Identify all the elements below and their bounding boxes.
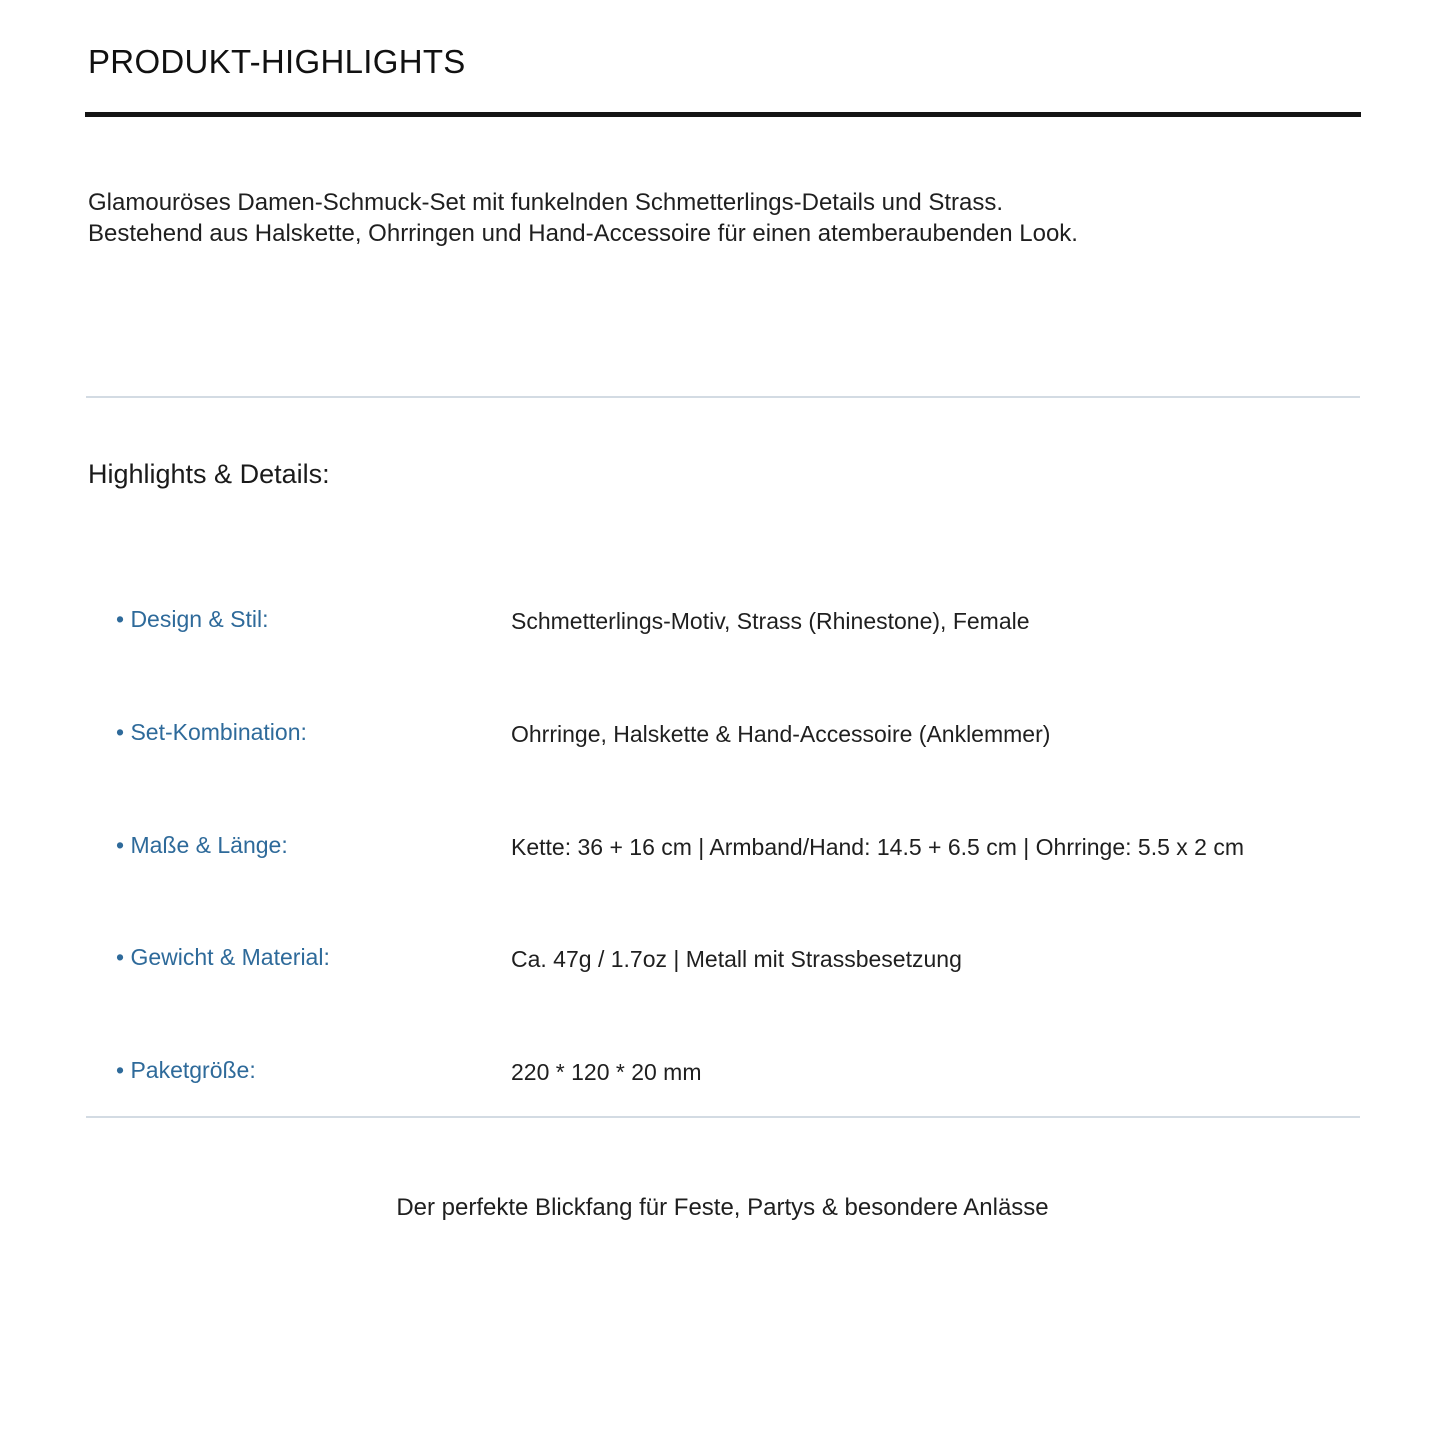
intro-line-1: Glamouröses Damen-Schmuck-Set mit funkelnden Schmetterlings-Details und Strass. bbox=[88, 189, 1004, 216]
intro-line-2: Bestehend aus Halskette, Ohrringen und Hand-Accessoire für einen atemberaubenden Look. bbox=[88, 220, 1078, 247]
detail-value-package: 220 * 120 * 20 mm bbox=[511, 1059, 702, 1085]
title-underline bbox=[85, 112, 1361, 117]
detail-row-set bbox=[0, 716, 1445, 756]
page-title: PRODUKT-HIGHLIGHTS bbox=[88, 43, 466, 80]
detail-label-set: • Set-Kombination: bbox=[116, 719, 307, 745]
detail-label-weight: • Gewicht & Material: bbox=[116, 944, 330, 970]
section-divider-bottom bbox=[86, 1116, 1360, 1118]
footer-tagline: Der perfekte Blickfang für Feste, Partys & besondere Anlässe bbox=[396, 1194, 1049, 1221]
detail-label-package: • Paketgröße: bbox=[116, 1057, 256, 1083]
detail-row-design bbox=[0, 603, 1445, 643]
details-heading: Highlights & Details: bbox=[88, 459, 330, 489]
detail-row-package bbox=[0, 1054, 1445, 1094]
detail-value-weight: Ca. 47g / 1.7oz | Metall mit Strassbesetzung bbox=[511, 946, 962, 972]
detail-label-design: • Design & Stil: bbox=[116, 606, 269, 632]
detail-row-dimensions bbox=[0, 829, 1445, 869]
intro-paragraph bbox=[88, 187, 1288, 249]
detail-value-set: Ohrringe, Halskette & Hand-Accessoire (Anklemmer) bbox=[511, 721, 1051, 747]
section-divider-top bbox=[86, 396, 1360, 398]
detail-label-dimensions: • Maße & Länge: bbox=[116, 832, 288, 858]
detail-row-weight bbox=[0, 941, 1445, 981]
detail-value-design: Schmetterlings-Motiv, Strass (Rhinestone), Female bbox=[511, 608, 1030, 634]
detail-value-dimensions: Kette: 36 + 16 cm | Armband/Hand: 14.5 + 6.5 cm | Ohrringe: 5.5 x 2 cm bbox=[511, 834, 1244, 860]
